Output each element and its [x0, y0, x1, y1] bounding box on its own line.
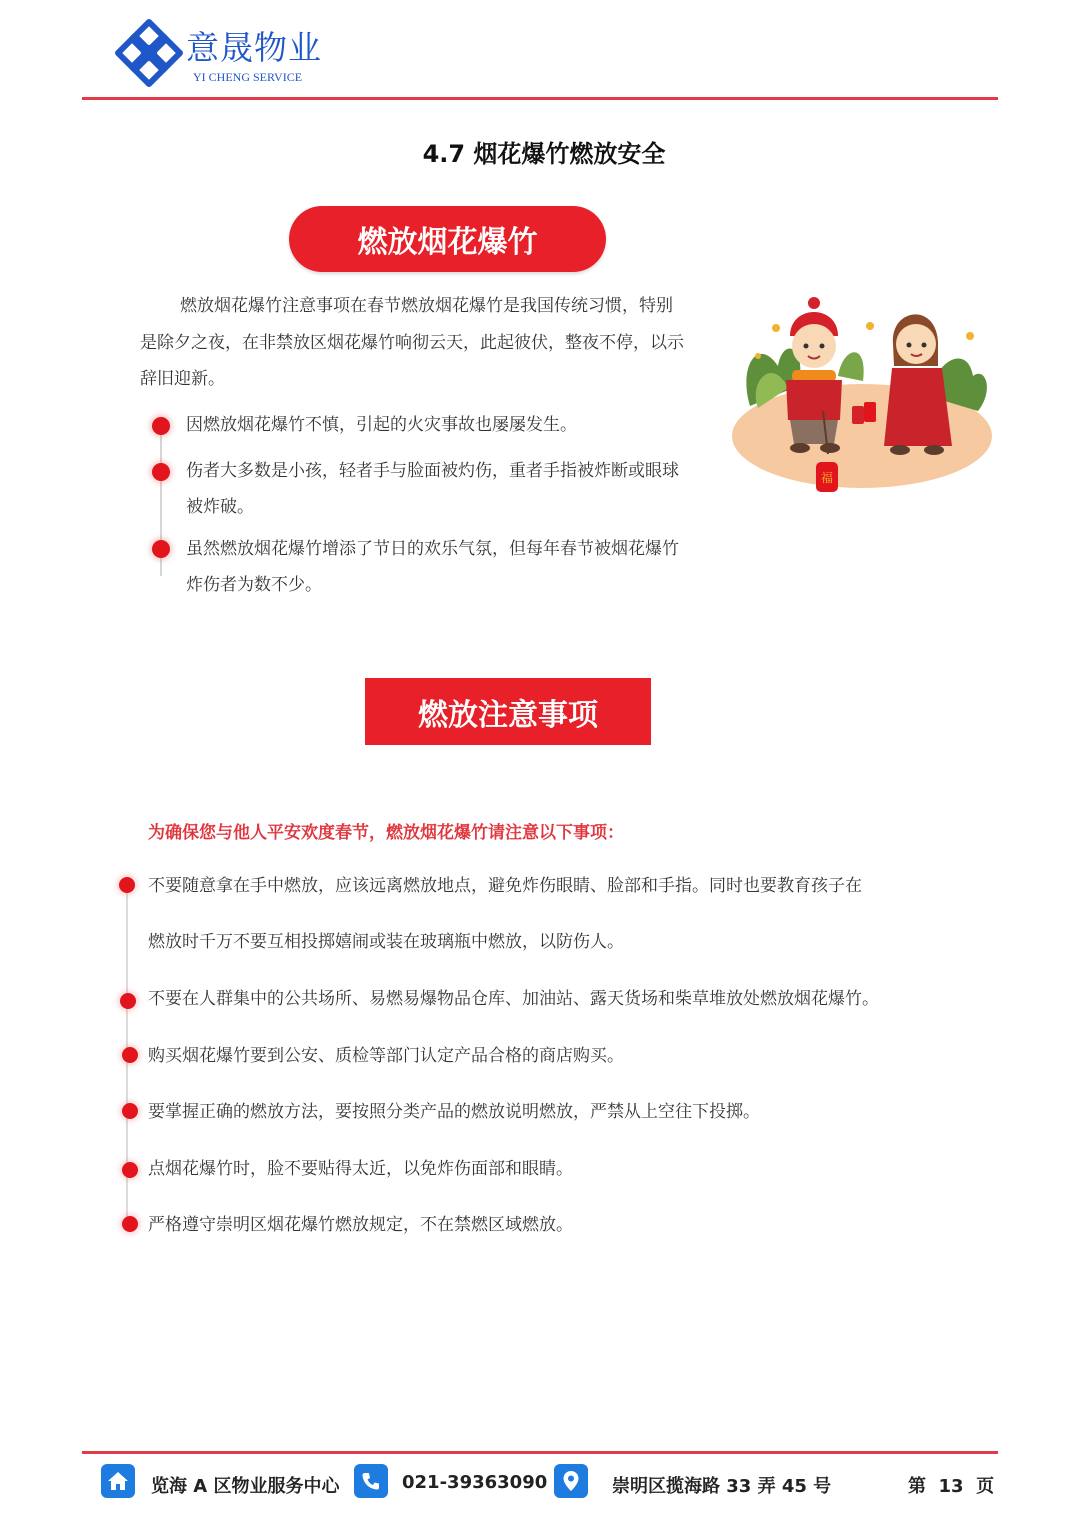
- page-title: 4.7 烟花爆竹燃放安全: [422, 140, 666, 168]
- bullet-item: 伤者大多数是小孩，轻者手与脸面被灼伤，重者手指被炸断或眼球被炸破。: [186, 461, 679, 517]
- children-fireworks-illustration: [728, 296, 996, 496]
- footer-divider: [82, 1451, 998, 1454]
- list-item-continuation: 燃放时千万不要互相投掷嬉闹或装在玻璃瓶中燃放，以防伤人。: [148, 932, 624, 952]
- list-item: 点烟花爆竹时，脸不要贴得太近，以免炸伤面部和眼睛。: [148, 1159, 573, 1179]
- precautions-intro: 为确保您与他人平安欢度春节，燃放烟花爆竹请注意以下事项：: [148, 823, 624, 843]
- section-banner-fireworks: 燃放烟花爆竹: [289, 206, 606, 272]
- bullet-item: 虽然燃放烟花爆竹增添了节日的欢乐气氛，但每年春节被烟花爆竹炸伤者为数不少。: [186, 539, 679, 595]
- list-item: 严格遵守崇明区烟花爆竹燃放规定，不在禁燃区域燃放。: [148, 1215, 573, 1235]
- list-item: 不要在人群集中的公共场所、易燃易爆物品仓库、加油站、露天货场和柴草堆放处燃放烟花爆竹。: [148, 989, 879, 1009]
- bullet-dot: [152, 540, 170, 558]
- intro-paragraph: 燃放烟花爆竹注意事项在春节燃放烟花爆竹是我国传统习惯，特别是除夕之夜，在非禁放区烟花爆竹响彻云天，此起彼伏，整夜不停，以示辞旧迎新。: [140, 296, 684, 389]
- page-number: 第 13 页: [908, 1476, 995, 1497]
- list-item: 要掌握正确的燃放方法，要按照分类产品的燃放说明燃放，严禁从上空往下投掷。: [148, 1102, 760, 1122]
- company-logo: [114, 18, 184, 88]
- footer-office: 览海 A 区物业服务中心: [151, 1476, 340, 1497]
- list-dot: [122, 1047, 138, 1063]
- list-dot: [119, 877, 135, 893]
- home-icon: [101, 1464, 135, 1498]
- section-banner-precautions: 燃放注意事项: [365, 678, 651, 745]
- phone-icon: [354, 1464, 388, 1498]
- brand-subtitle: YI CHENG SERVICE: [193, 70, 303, 84]
- list-item: 购买烟花爆竹要到公安、质检等部门认定产品合格的商店购买。: [148, 1046, 624, 1066]
- list-dot: [122, 1216, 138, 1232]
- brand-name: 意晟物业: [186, 28, 322, 67]
- bullet-dot: [152, 417, 170, 435]
- list-item: 不要随意拿在手中燃放，应该远离燃放地点，避免炸伤眼睛、脸部和手指。同时也要教育孩子在: [148, 876, 862, 896]
- location-pin-icon: [554, 1464, 588, 1498]
- lantern-character: 福: [820, 471, 834, 485]
- bullet-item: 因燃放烟花爆竹不慎，引起的火灾事故也屡屡发生。: [186, 415, 577, 435]
- header-divider: [82, 97, 998, 100]
- list-dot: [122, 1162, 138, 1178]
- list-dot: [120, 993, 136, 1009]
- list-dot: [122, 1103, 138, 1119]
- footer-phone: 021-39363090: [402, 1472, 548, 1493]
- bullet-dot: [152, 463, 170, 481]
- footer-address: 崇明区揽海路 33 弄 45 号: [612, 1476, 832, 1497]
